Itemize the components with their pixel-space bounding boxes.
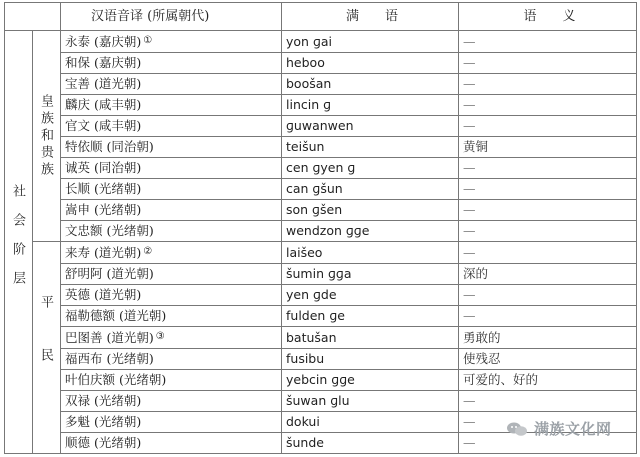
name-cell [61, 200, 282, 221]
table-row [5, 200, 637, 221]
name-cell [61, 74, 282, 95]
table-row [5, 179, 637, 200]
manchu-cell: šuwan ɡlu [282, 391, 459, 412]
meaning-cell: — [459, 391, 637, 412]
name-cell [61, 285, 282, 306]
name-cell [61, 95, 282, 116]
table-row [5, 370, 637, 391]
name-text: 叶伯庆额 (光绪朝) [65, 372, 167, 387]
header-name: 汉语音译 (所属朝代) [61, 3, 282, 31]
header-manchu: 满 语 [282, 3, 459, 31]
meaning-cell: — [459, 158, 637, 179]
name-text: 舒明阿 (道光朝) [65, 266, 154, 281]
meaning-cell: — [459, 116, 637, 137]
name-text: 文忠额 (光绪朝) [65, 223, 154, 238]
table-row [5, 116, 637, 137]
meaning-cell: 可爱的、好的 [459, 370, 637, 391]
manchu-cell: yon ɡai [282, 31, 459, 53]
name-cell [61, 349, 282, 370]
name-text: 巴图善 (道光朝) [65, 330, 154, 345]
table-row [5, 242, 637, 264]
name-cell [61, 412, 282, 433]
table-row [5, 327, 637, 349]
category-nobility [33, 31, 61, 242]
chat-bubble-icon [506, 421, 528, 437]
manchu-cell: šumin ɡɡa [282, 264, 459, 285]
name-text: 英德 (道光朝) [65, 287, 142, 302]
manchu-cell: batušan [282, 327, 459, 349]
manchu-cell: son ɡšen [282, 200, 459, 221]
manchu-cell: can ɡšun [282, 179, 459, 200]
meaning-cell: 黄铜 [459, 137, 637, 158]
table-row [5, 285, 637, 306]
table-row [5, 221, 637, 242]
category-commoners-label: 平民 [38, 294, 53, 401]
name-cell [61, 179, 282, 200]
name-cell [61, 242, 282, 264]
table-row [5, 53, 637, 74]
name-cell [61, 327, 282, 349]
table-row [5, 158, 637, 179]
table-row [5, 391, 637, 412]
manchu-cell: yebcin ɡɡe [282, 370, 459, 391]
name-cell [61, 306, 282, 327]
manchu-cell: dokui [282, 412, 459, 433]
footnote-mark: ① [143, 35, 153, 46]
manchu-cell: teišun [282, 137, 459, 158]
category-nobility-label: 皇族和贵族 [38, 93, 53, 179]
name-text: 诚英 (同治朝) [65, 160, 142, 175]
manchu-cell: laišeo [282, 242, 459, 264]
name-text: 来寿 (道光朝) [65, 245, 142, 260]
manchu-cell: cen ɡyen ɡ [282, 158, 459, 179]
manchu-cell: boošan [282, 74, 459, 95]
meaning-cell: 使残忍 [459, 349, 637, 370]
name-text: 麟庆 (咸丰朝) [65, 97, 142, 112]
category-commoners [33, 242, 61, 454]
header-meaning: 语 义 [459, 3, 637, 31]
table-row [5, 137, 637, 158]
table-row [5, 306, 637, 327]
meaning-cell: — [459, 31, 637, 53]
name-table [4, 2, 637, 454]
name-text: 多魁 (光绪朝) [65, 414, 142, 429]
name-text: 双禄 (光绪朝) [65, 393, 142, 408]
meaning-cell: — [459, 74, 637, 95]
meaning-cell: — [459, 95, 637, 116]
meaning-cell: — [459, 412, 637, 433]
manchu-cell: yen ɡde [282, 285, 459, 306]
name-text: 特依顺 (同治朝) [65, 139, 154, 154]
category-main [5, 31, 33, 454]
table-row [5, 264, 637, 285]
manchu-cell: fulden ɡe [282, 306, 459, 327]
name-cell [61, 53, 282, 74]
name-cell [61, 433, 282, 454]
manchu-cell: šunde [282, 433, 459, 454]
meaning-cell: — [459, 306, 637, 327]
meaning-cell: 勇敢的 [459, 327, 637, 349]
meaning-cell: — [459, 242, 637, 264]
table-body [5, 31, 637, 454]
meaning-cell: — [459, 53, 637, 74]
table-row [5, 31, 637, 53]
manchu-cell: fusibu [282, 349, 459, 370]
meaning-cell: — [459, 433, 637, 454]
name-cell [61, 158, 282, 179]
meaning-cell: 深的 [459, 264, 637, 285]
name-cell [61, 116, 282, 137]
manchu-cell: lincin ɡ [282, 95, 459, 116]
name-text: 长顺 (光绪朝) [65, 181, 142, 196]
footnote-mark: ③ [155, 331, 165, 342]
name-cell [61, 391, 282, 412]
name-cell [61, 31, 282, 53]
meaning-cell: — [459, 221, 637, 242]
table-row [5, 74, 637, 95]
name-cell [61, 137, 282, 158]
manchu-cell: wendzon ɡɡe [282, 221, 459, 242]
manchu-cell: ɡuwanwen [282, 116, 459, 137]
meaning-cell: — [459, 179, 637, 200]
manchu-cell: heboo [282, 53, 459, 74]
name-text: 和保 (嘉庆朝) [65, 55, 142, 70]
name-text: 嵩申 (光绪朝) [65, 202, 142, 217]
table-row [5, 95, 637, 116]
name-text: 福勒德额 (道光朝) [65, 308, 167, 323]
name-cell [61, 264, 282, 285]
name-cell [61, 370, 282, 391]
name-text: 顺德 (光绪朝) [65, 435, 142, 450]
category-main-label: 社会阶层 [10, 184, 25, 300]
name-text: 官文 (咸丰朝) [65, 118, 142, 133]
meaning-cell: — [459, 200, 637, 221]
watermark [506, 418, 612, 439]
name-text: 宝善 (道光朝) [65, 76, 142, 91]
header-row [5, 3, 637, 31]
footnote-mark: ② [143, 246, 153, 257]
meaning-cell: — [459, 285, 637, 306]
table-row [5, 349, 637, 370]
header-category [5, 3, 61, 31]
name-text: 福西布 (光绪朝) [65, 351, 154, 366]
name-text: 永泰 (嘉庆朝) [65, 34, 142, 49]
name-cell [61, 221, 282, 242]
watermark-text: 满族文化网 [534, 420, 612, 438]
